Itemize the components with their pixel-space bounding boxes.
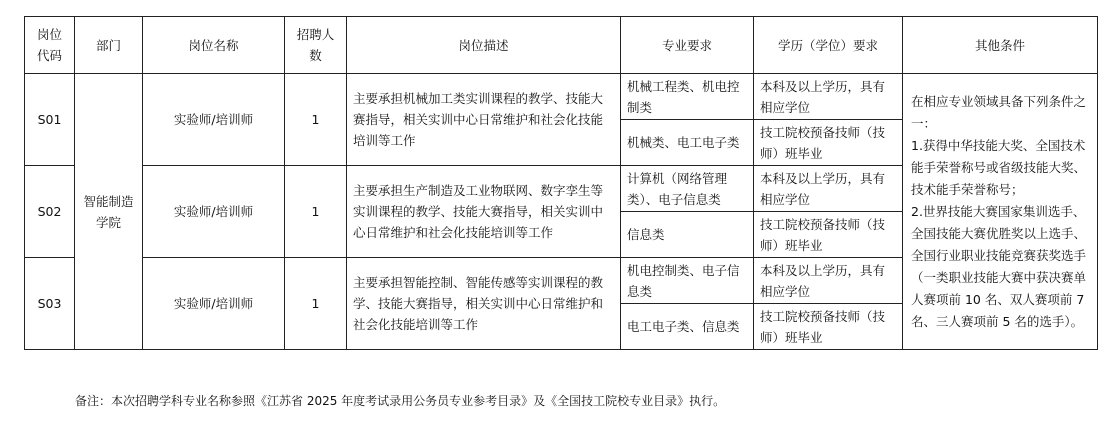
position-title: 实验师/培训师 <box>143 258 285 350</box>
position-title: 实验师/培训师 <box>143 74 285 166</box>
headcount: 1 <box>285 258 347 350</box>
header-description: 岗位描述 <box>347 17 621 74</box>
header-count: 招聘人数 <box>285 17 347 74</box>
header-major: 专业要求 <box>621 17 754 74</box>
education-requirement: 技工院校预备技师（技师）班毕业 <box>754 212 903 258</box>
major-requirement: 机械工程类、机电控制类 <box>621 74 754 120</box>
major-requirement: 电工电子类、信息类 <box>621 304 754 350</box>
recruitment-table <box>24 16 1098 350</box>
header-title: 岗位名称 <box>143 17 285 74</box>
footnote: 备注：本次招聘学科专业名称参照《江苏省 2025 年度考试录用公务员专业参考目录》及《全国技工院校专业目录》执行。 <box>75 394 726 408</box>
position-description: 主要承担智能控制、智能传感等实训课程的教学、技能大赛指导，相关实训中心日常维护和社会化技能培训等工作 <box>347 258 621 350</box>
position-description: 主要承担生产制造及工业物联网、数字孪生等实训课程的教学、技能大赛指导，相关实训中心日常维护和社会化技能培训等工作 <box>347 166 621 258</box>
major-requirement: 计算机（网络管理类）、电子信息类 <box>621 166 754 212</box>
education-requirement: 技工院校预备技师（技师）班毕业 <box>754 120 903 166</box>
education-requirement: 本科及以上学历，具有相应学位 <box>754 166 903 212</box>
header-row <box>25 17 1098 74</box>
department-cell: 智能制造学院 <box>75 74 143 350</box>
header-education: 学历（学位）要求 <box>754 17 903 74</box>
position-code: S01 <box>25 74 75 166</box>
major-requirement: 机电控制类、电子信息类 <box>621 258 754 304</box>
header-other: 其他条件 <box>903 17 1098 74</box>
major-requirement: 信息类 <box>621 212 754 258</box>
position-title: 实验师/培训师 <box>143 166 285 258</box>
other-conditions <box>903 74 1098 350</box>
education-requirement: 技工院校预备技师（技师）班毕业 <box>754 304 903 350</box>
education-requirement: 本科及以上学历，具有相应学位 <box>754 258 903 304</box>
headcount: 1 <box>285 74 347 166</box>
position-code: S02 <box>25 166 75 258</box>
position-description: 主要承担机械加工类实训课程的教学、技能大赛指导，相关实训中心日常维护和社会化技能培训等工作 <box>347 74 621 166</box>
header-code: 岗位代码 <box>25 17 75 74</box>
position-code: S03 <box>25 258 75 350</box>
headcount: 1 <box>285 166 347 258</box>
other-conditions-text: 在相应专业领域具备下列条件之一： 1.获得中华技能大奖、全国技术能手荣誉称号或省级技能大奖、技术能手荣誉称号； 2.世界技能大赛国家集训选手、全国技能大赛优胜奖以上选手、全国行业职业技能竞赛获奖选手（一类职业技能大赛中获决赛单人赛项前 10 名、双人赛项前 7 名、三人赛项前 5 名的选手）。 <box>911 93 1087 329</box>
table-row <box>25 74 1098 120</box>
major-requirement: 机械类、电工电子类 <box>621 120 754 166</box>
education-requirement: 本科及以上学历，具有相应学位 <box>754 74 903 120</box>
header-department: 部门 <box>75 17 143 74</box>
